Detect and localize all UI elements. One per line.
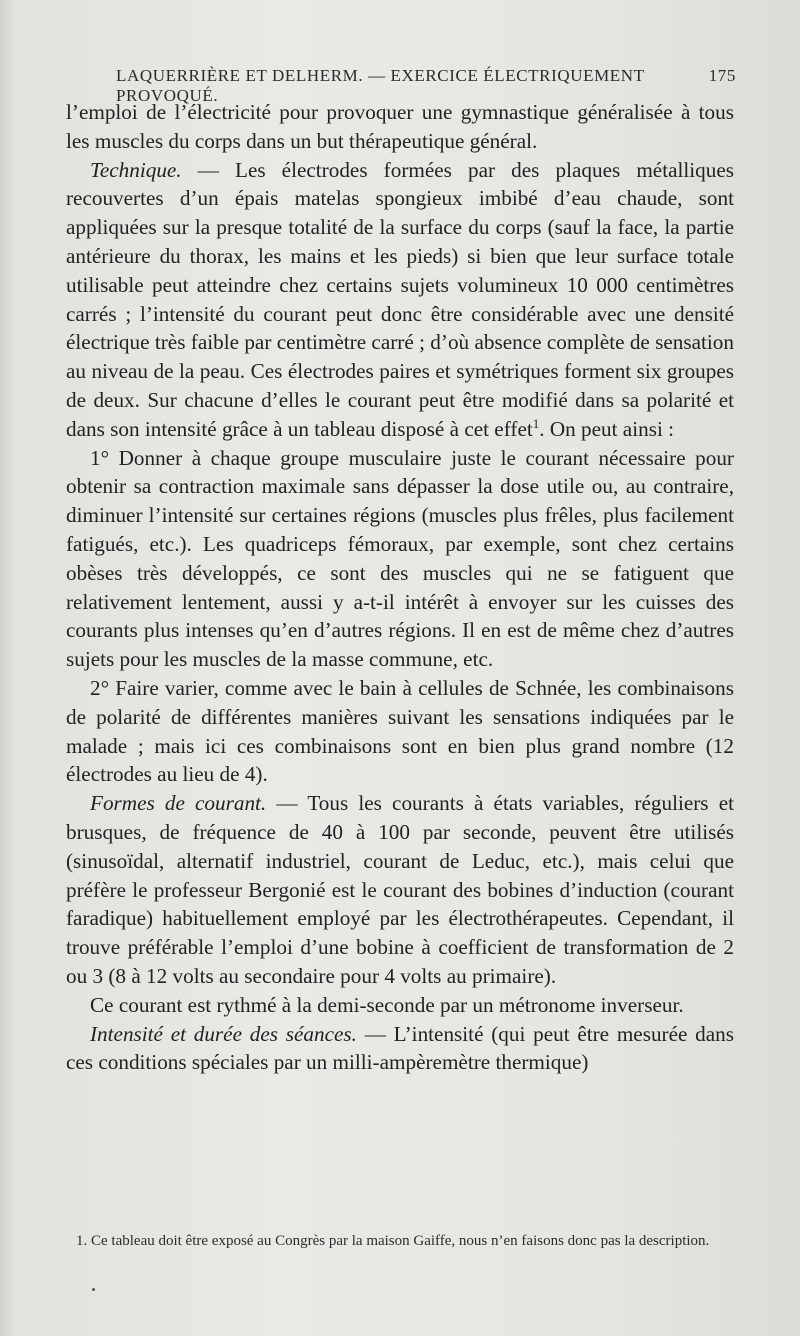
page-edge-shadow xyxy=(0,0,14,1336)
section-heading-formes: Formes de courant. xyxy=(90,791,267,816)
paragraph-item-1: 1° Donner à chaque groupe musculaire juste le courant nécessaire pour obtenir sa contraction maximale sans dépasser la dose utile ou, au contraire, diminuer l’intensité sur certaines régions (muscles plus frêles, plus facilement fatigués, etc.). Les quadriceps fémoraux, par exemple, sont chez certains obèses très développés, ce sont des muscles qui ne se fatiguent que relativement lentement, aussi y a-t-il intérêt à envoyer sur les cuisses des courants plus intenses qu’en d’autres régions. Il en est de même chez d’autres sujets pour les muscles de la masse commune, etc. xyxy=(66,445,734,672)
body-text xyxy=(66,98,734,1077)
paragraph-rythme: Ce courant est rythmé à la demi-seconde par un métronome inverseur. xyxy=(90,992,684,1017)
page-number: 175 xyxy=(708,66,736,85)
paragraph-formes-de-courant xyxy=(66,789,734,991)
paragraph-item-2: 2° Faire varier, comme avec le bain à cellules de Schnée, les combinaisons de polarité de différentes manières suivant les sensations indiquées par le malade ; mais ici ces combinaisons sont en bien plus grand nombre (12 électrodes au lieu de 4). xyxy=(66,675,734,787)
paragraph-technique xyxy=(66,156,734,444)
paragraph-technique-tail: . On peut ainsi : xyxy=(539,416,675,441)
running-title: LAQUERRIÈRE ET DELHERM. — EXERCICE ÉLECTRIQUEMENT PROVOQUÉ. xyxy=(116,66,645,105)
footnote-reference: 1 xyxy=(532,415,540,431)
paragraph-intensite-text: — L’intensité (qui peut être mesurée dans ces conditions spéciales par un milli-ampèremètre thermique) xyxy=(66,1021,735,1075)
paragraph-intensite xyxy=(66,1020,734,1078)
section-heading-intensite: Intensité et durée des séances. xyxy=(90,1021,357,1046)
footnote-text: Ce tableau doit être exposé au Congrès par la maison Gaiffe, nous n’en faisons donc pas la description. xyxy=(87,1233,710,1249)
footnote-number: 1. xyxy=(76,1233,88,1249)
paragraph-1: l’emploi de l’électricité pour provoquer une gymnastique généralisée à tous les muscles du corps dans un but thérapeutique général. xyxy=(66,100,734,153)
footnote xyxy=(76,1232,770,1250)
paragraph-technique-text: — Les électrodes formées par des plaques métalliques recouvertes d’un épais matelas spongieux imbibé d’eau chaude, sont appliquées sur la presque totalité de la surface du corps (sauf la face, la partie antérieure du thorax, les mains et les pieds) si bien que leur surface totale utilisable peut atteindre chez certains sujets volumineux 10 000 centimètres carrés ; l’intensité du courant peut donc être considérable avec une densité électrique très faible par centimètre carré ; d’où absence complète de sensation au niveau de la peau. Ces électrodes paires et symétriques forment six groupes de deux. Sur chacune d’elles le courant peut être modifié dans sa polarité et dans son intensité grâce à un tableau disposé à cet effet xyxy=(66,157,734,441)
section-heading-technique: Technique. xyxy=(90,157,182,182)
print-speck xyxy=(92,1288,95,1291)
paragraph-formes-text: — Tous les courants à états variables, réguliers et brusques, de fréquence de 40 à 100 par seconde, peuvent être utilisés (sinusoïdal, alternatif industriel, courant de Leduc, etc.), mais celui que préfère le professeur Bergonié est le courant des bobines d’induction (courant faradique) habituellement employé par les électrothérapeutes. Cependant, il trouve préférable l’emploi d’une bobine à coefficient de transformation de 2 ou 3 (8 à 12 volts au secondaire pour 4 volts au primaire). xyxy=(66,791,734,988)
